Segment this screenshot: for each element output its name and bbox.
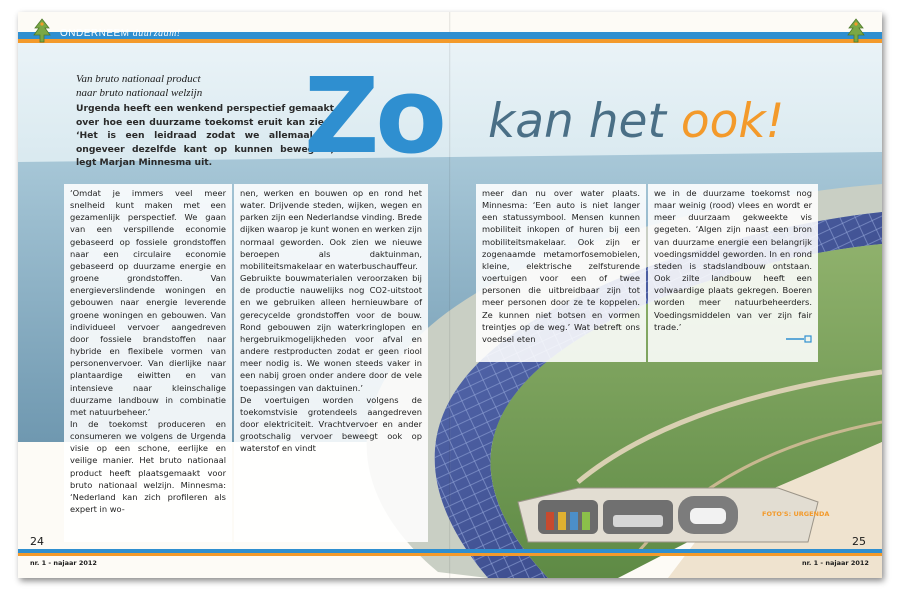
page-number-right: 25 [852,535,866,548]
section-suffix: duurzaam! [132,28,181,39]
photo-credit: FOTO'S: URGENDA [762,510,830,518]
issue-label-left: nr. 1 - najaar 2012 [30,559,97,567]
section-header [60,28,181,39]
kicker-line: Van bruto nationaal product [76,73,201,85]
headline-big: Zo [304,55,443,177]
body-column-4 [648,184,818,362]
headline-main: kan het [488,94,681,149]
body-paragraph: meer dan nu over water plaats. Minnesma: ‘Een auto is niet langer een statussymbool. Mensen kunnen mobiliteit inkopen of huren bij een mobiliteitsmakelaar. Ook zijn er zogenaamde metamorfosemobielen, kleine, elektrische zelfsturende voertuigen voor een of twee personen die uitbreidbaar zijn tot meer personen door ze te koppelen. Ze kunnen niet botsen en vormen treintjes op de weg.’ Wat betreft ons voedsel eten [482,188,640,344]
article-kicker [76,72,336,100]
article-lead: Urgenda heeft een wenkend perspectief gemaakt over hoe een duurzame toekomst eruit kan zien. ‘Het is een leidraad zodat we allemaal zo ongeveer dezelfde kant op kunnen bewegen’, legt Marjan Minnesma uit. [76,103,334,169]
magazine-spread [18,12,882,578]
body-paragraph: we in de duurzame toekomst nog maar weinig (rood) vlees en wordt er meer duurzaam gekweekte vis gegeten. ‘Algen zijn naast een bron van duurzame energie een belangrijk voedingsmiddel geworden. In en rond steden is stadslandbouw ontstaan. Ook zilte landbouw heeft een volwaardige plaats gekregen. Boeren worden meer natuurbeheerders. Voedingsmiddelen van ver zijn fair trade.’ [654,188,812,332]
page-gutter [449,12,451,578]
issue-label-right: nr. 1 - najaar 2012 [802,559,869,567]
body-column-1 [64,184,232,542]
tree-logo-icon [846,18,866,44]
body-paragraph: De voertuigen worden volgens de toekomstvisie grotendeels aangedreven door elektriciteit. Vrachtvervoer en ander grootschalig vervoer beweegt ook op waterstof en vindt [240,394,422,454]
headline [488,96,784,148]
headline-accent: ook! [680,94,785,149]
body-column-2 [234,184,428,542]
footer-accent-bar [18,553,882,556]
section-prefix: ONDERNEEM [60,28,130,39]
body-paragraph: ‘Omdat je immers veel meer snelheid kunt maken met een gezamenlijk perspectief. We gaan van een verspillende economie gebaseerd op fossiele grondstoffen naar een circulaire economie gebaseerd op duurzame energie en groene grondstoffen. Van energieverslindende woningen en gebouwen naar energie leverende groene woningen en gebouwen. Van individueel vervoer aangedreven door fossiele brandstoffen naar hybride en flexibele vormen van personenvervoer. Van dierlijke naar plantaardige eiwitten en van intensieve naar kleinschalige duurzame landbouw in combinatie met natuurbeheer.’ [70,188,226,417]
tree-logo-icon [32,18,52,44]
article-end-icon [786,335,812,343]
body-paragraph: Gebruikte bouwmaterialen veroorzaken bij de productie nauwelijks nog CO2-uitstoot en we gebruiken alleen hernieuwbare of gerecycelde grondstoffen voor de bouw. Rond gebouwen zijn waterkringlopen en hergebruikmogelijkheden voor afval en andere restproducten zodat er geen riool meer nodig is. We wonen steeds vaker in een nabij groen onder andere door de vele toepassingen van daktuinen.’ [240,273,422,393]
body-column-3 [476,184,646,362]
header-accent-bar [18,39,882,43]
kicker-line: naar bruto nationaal welzijn [76,87,203,99]
page-number-left: 24 [30,535,44,548]
body-paragraph: nen, werken en bouwen op en rond het water. Drijvende steden, wijken, wegen en parken zijn een Nederlandse vinding. Brede dijken waarop je kunt wonen en werken zijn normaal geworden. Ook zien we nieuwe beroepen als daktuinman, mobiliteitsmakelaar en waterbuschauffeur. [240,188,422,271]
body-paragraph: In de toekomst produceren en consumeren we volgens de Urgenda visie op een schone, eerlijke en veilige manier. Het bruto nationaal product heeft plaatsgemaakt voor bruto nationaal welzijn. Minnesma: ‘Nederland kan zich profileren als expert in wo- [70,418,226,515]
